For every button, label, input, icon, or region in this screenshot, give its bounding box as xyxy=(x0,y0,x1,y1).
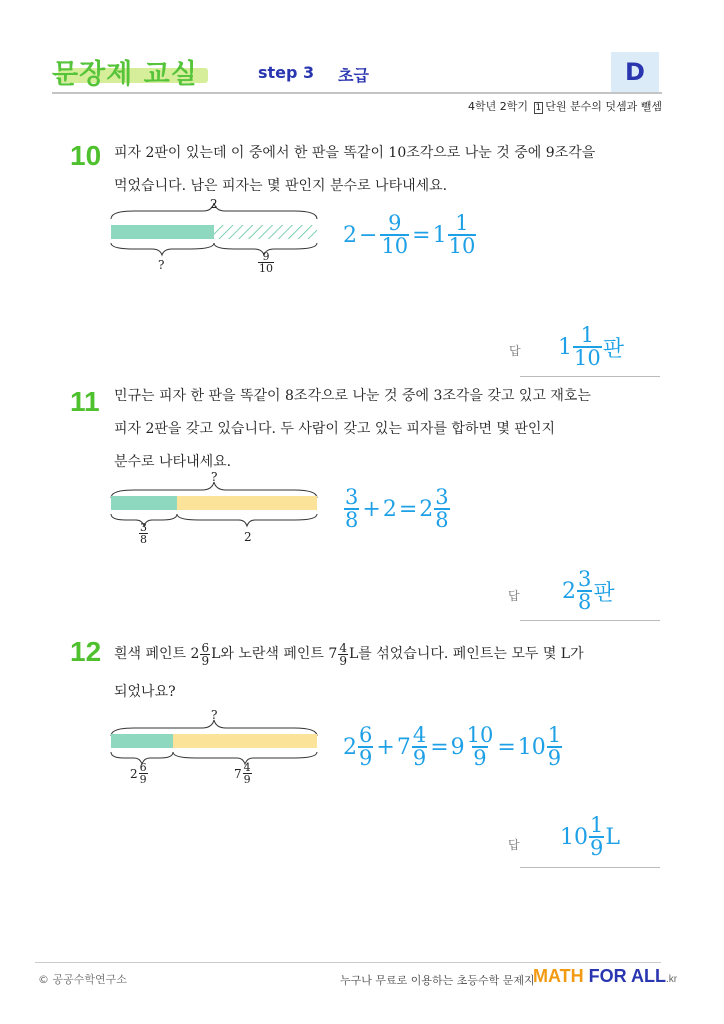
diagram-part-fraction: $\frac{9}{10}$ xyxy=(259,250,273,275)
fraction-segment xyxy=(111,496,177,510)
white-paint-segment xyxy=(111,734,173,748)
question-text-12: 흰색 페인트 2 $\frac{6}{9}$ L와 노란색 페인트 7 $\frac{4}{9}$ L를 섞었습니다. 페인트는 모두 몇 L가 xyxy=(114,641,584,668)
equation-10: 2 − $\frac{9}{10}$ = 1 $\frac{1}{10}$ xyxy=(343,211,476,258)
bottom-brace-right xyxy=(177,514,317,526)
fraction: $\frac{6}{9}$ xyxy=(201,641,210,668)
fraction: $\frac{1}{9}$ xyxy=(547,723,562,770)
answer-underline xyxy=(520,867,660,868)
answer-underline xyxy=(520,620,660,621)
diagram-part-fraction: $\frac{3}{8}$ xyxy=(140,521,147,546)
question-number-11: 11 xyxy=(70,386,100,417)
unit-number-box: 1 xyxy=(535,103,542,113)
fraction: $\frac{6}{9}$ xyxy=(359,723,373,770)
yellow-paint-segment xyxy=(173,734,317,748)
level-label: 초급 xyxy=(338,66,369,85)
diagram-total-label: 2 xyxy=(210,197,218,211)
diagram-part-whole: 2 xyxy=(244,530,252,544)
unit-grade: 4학년 2학기 xyxy=(468,100,529,113)
answer-underline xyxy=(520,376,660,377)
copyright: © 공공수학연구소 xyxy=(38,973,127,986)
eaten-segment xyxy=(214,225,317,239)
fraction: $\frac{4}{9}$ xyxy=(339,641,347,668)
step-label: step 3 xyxy=(258,63,315,82)
level-badge: D xyxy=(611,52,659,92)
question-line: 피자 2판을 갖고 있습니다. 두 사람이 갖고 있는 피자를 합하면 몇 판인지 xyxy=(114,421,555,437)
remaining-segment xyxy=(111,225,214,239)
diagram-unknown-label: ? xyxy=(211,470,218,484)
answer-11: 2 $\frac{3}{8}$ 판 xyxy=(562,567,615,614)
answer-10: 1 $\frac{1}{10}$ 판 xyxy=(558,323,624,370)
question-line: 먹었습니다. 남은 피자는 몇 판인지 분수로 나타내세요. xyxy=(114,178,448,194)
question-line: 피자 2판이 있는데 이 중에서 한 판을 똑같이 10조각으로 나눈 것 중에 9조각을 xyxy=(114,145,596,161)
top-brace xyxy=(111,720,317,736)
bar-diagram-12 xyxy=(104,716,334,806)
fraction: $\frac{3}{8}$ xyxy=(345,485,359,532)
answer-label: 답 xyxy=(509,344,521,358)
top-brace xyxy=(111,482,317,498)
question-number-10: 10 xyxy=(70,140,102,171)
question-line: 분수로 나타내세요. xyxy=(114,454,232,470)
header-divider xyxy=(52,92,662,94)
worksheet-title: 문장제 교실 xyxy=(52,59,198,90)
fraction: $\frac{1}{10}$ xyxy=(574,323,601,370)
brand-logo: MATH FOR ALL.kr xyxy=(533,966,678,986)
question-text-11 xyxy=(114,380,591,479)
footer-divider xyxy=(35,962,661,963)
fraction: $\frac{1}{9}$ xyxy=(590,813,604,860)
diagram-unknown-label: ? xyxy=(211,708,218,722)
unit-title: 단원 분수의 덧셈과 뺄셈 xyxy=(545,100,662,113)
question-line: 되었나요? xyxy=(114,684,176,700)
unit-info xyxy=(468,98,662,114)
equation-12: 2 $\frac{6}{9}$ + 7 $\frac{4}{9}$ = 9 $\frac{10}{9}$ = 10 $\frac{1}{9}$ xyxy=(343,723,562,770)
fraction: $\frac{3}{8}$ xyxy=(435,485,449,532)
question-text-10 xyxy=(114,137,595,203)
whole-segment xyxy=(177,496,317,510)
bar-diagram-10 xyxy=(104,195,334,290)
diagram-part-fraction: 7 $\frac{4}{9}$ xyxy=(234,761,251,786)
footer-tagline: 누구나 무료로 이용하는 초등수학 문제지 xyxy=(340,974,535,987)
bottom-brace-left xyxy=(111,243,214,255)
question-line: 민규는 피자 한 판을 똑같이 8조각으로 나눈 것 중에 3조각을 갖고 있고 재호는 xyxy=(114,388,591,404)
fraction: $\frac{10}{9}$ xyxy=(466,723,494,770)
answer-12: 10 $\frac{1}{9}$ L xyxy=(560,813,620,860)
answer-label: 답 xyxy=(508,838,520,852)
diagram-part-fraction: 2 $\frac{6}{9}$ xyxy=(130,761,147,786)
fraction: $\frac{9}{10}$ xyxy=(381,211,409,258)
fraction: $\frac{1}{10}$ xyxy=(448,211,476,258)
fraction: $\frac{4}{9}$ xyxy=(412,723,427,770)
answer-label: 답 xyxy=(508,589,520,603)
diagram-unknown-label: ? xyxy=(158,258,165,272)
question-number-12: 12 xyxy=(70,636,102,667)
fraction: $\frac{3}{8}$ xyxy=(578,567,592,614)
equation-11: $\frac{3}{8}$ + 2 = 2 $\frac{3}{8}$ xyxy=(345,485,449,532)
